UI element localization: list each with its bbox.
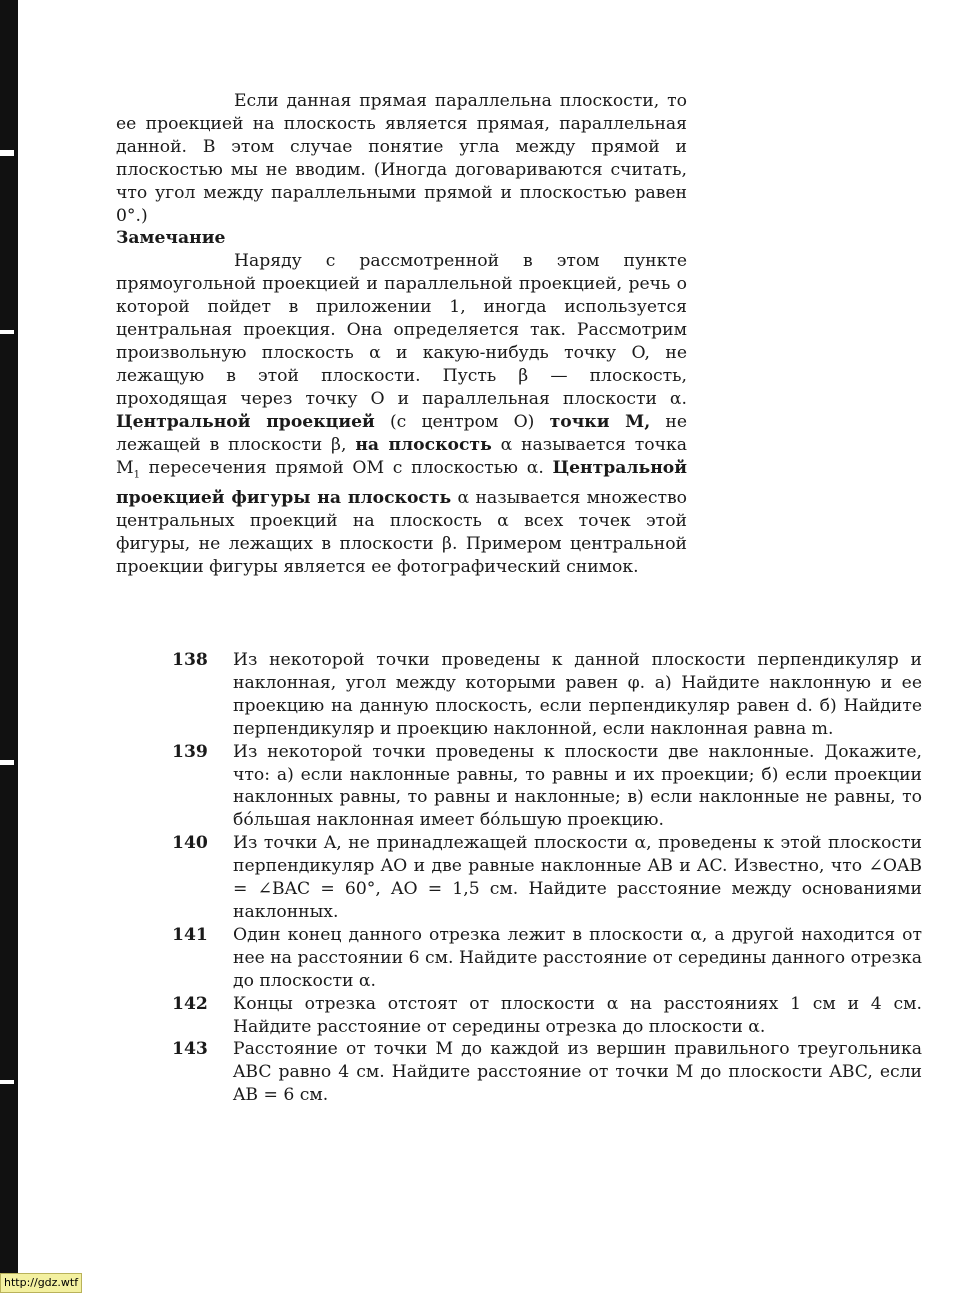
- remark-heading: Замечание: [116, 228, 226, 249]
- remark-paragraph: Наряду с рассмотренной в этом пункте прямоугольной проекцией и параллельной проекцией, речь о которой пойдет в приложении 1, иногда используется центральная проекция. Она определяется так. Рассмотрим произвольную плоскость α и какую-нибудь точку O, не лежащую в этой плоскости. Пусть β — плоскость, проходящая через точку O и параллельная плоскости α. Центральной проекцией (с центром O) точки M, не лежащей в плоскости β, на плоскость α называется точка $M_1$ пересечения прямой OM с плоскостью α. Центральной проекцией фигуры на плоскость α называется множество центральных проекций на плоскость α всех точек этой фигуры, не лежащих в плоскости β. Примером центральной проекции фигуры является ее фотографический снимок.: [116, 251, 688, 577]
- exercise-number: 143: [172, 1039, 208, 1060]
- exercise-item: [172, 924, 922, 993]
- theory-paragraph: Если данная прямая параллельна плоскости, то ее проекцией на плоскость является прямая, параллельная данной. В этом случае понятие угла между прямой и плоскостью мы не вводим. (Иногда договариваются считать, что угол между параллельными прямой и плоскостью равен 0°.): [116, 91, 687, 226]
- theory-column: [116, 90, 687, 578]
- scanned-page-spine-edge: [0, 0, 18, 1291]
- exercise-number: 139: [172, 741, 208, 762]
- exercise-item: [172, 741, 922, 833]
- exercise-number: 142: [172, 993, 208, 1014]
- exercise-list: [172, 649, 922, 1107]
- exercise-text: Один конец данного отрезка лежит в плоскости α, а другой находится от нее на расстоянии 6 см. Найдите расстояние от середины данного отрезка до плоскости α.: [233, 924, 922, 991]
- exercise-text: Из некоторой точки проведены к плоскости две наклонные. Докажите, что: а) если наклонные равны, то равны и их проекции; б) если проекции наклонных равны, то равны и наклонные; в) если наклонные не равны, то бóльшая наклонная имеет бóльшую проекцию.: [233, 741, 922, 831]
- exercise-text: Из некоторой точки проведены к данной плоскости перпендикуляр и наклонная, угол между которыми равен φ. а) Найдите наклонную и ее проекцию на данную плоскость, если перпендикуляр равен d. б) Найдите перпендикуляр и проекцию наклонной, если наклонная равна m.: [233, 650, 922, 739]
- exercise-item: [172, 649, 922, 741]
- exercise-text: Концы отрезка отстоят от плоскости α на расстояниях 1 см и 4 см. Найдите расстояние от середины отрезка до плоскости α.: [233, 993, 922, 1037]
- exercise-number: 140: [172, 833, 208, 854]
- exercise-number: 141: [172, 924, 208, 945]
- exercise-text: Из точки A, не принадлежащей плоскости α, проведены к этой плоскости перпендикуляр AO и две равные наклонные AB и AC. Известно, что ∠OAB = ∠BAC = 60°, AO = 1,5 см. Найдите расстояние между основаниями наклонных.: [233, 833, 922, 922]
- exercise-item: [172, 832, 922, 924]
- exercise-number: 138: [172, 650, 208, 670]
- exercise-text: Расстояние от точки M до каждой из вершин правильного треугольника ABC равно 4 см. Найдите расстояние от точки M до плоскости ABC, если AB = 6 см.: [233, 1039, 922, 1106]
- exercise-item: [172, 993, 922, 1039]
- exercise-item: [172, 1038, 922, 1107]
- watermark-link[interactable]: http://gdz.wtf: [0, 1273, 82, 1293]
